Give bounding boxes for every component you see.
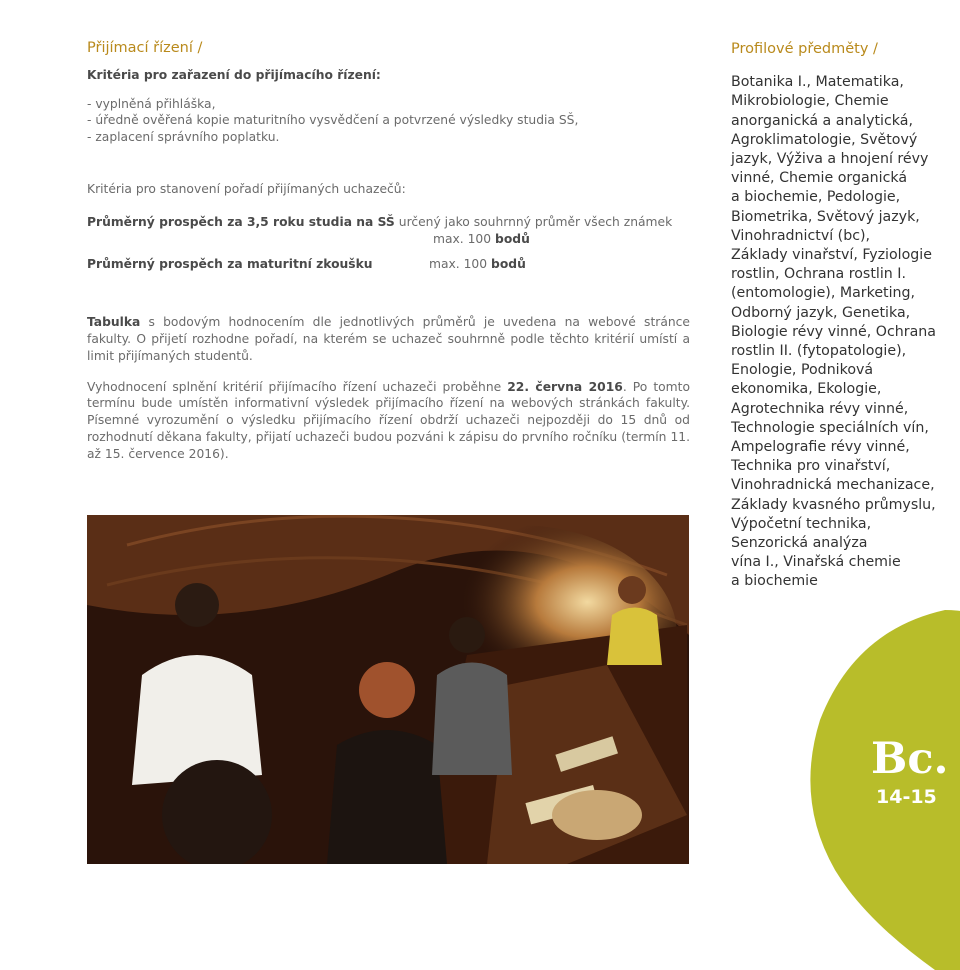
para1-text: s bodovým hodnocením dle jednotlivých průměrů je uvedena na webové stránce fakulty. O přijetí rozhodne pořadí, na kterém se uchazeč souhrnně podle těchto kritérií umístí a limit přijímaných studentů. — [87, 315, 690, 363]
score2-max-unit: bodů — [491, 257, 526, 272]
subject-line: Vinohradnictví (bc), — [731, 227, 871, 244]
admission-title: Přijímací řízení / — [87, 40, 203, 56]
info-paragraph-evaluation — [87, 379, 690, 463]
ranking-heading: Kritéria pro stanovení pořadí přijímaných uchazečů: — [87, 181, 406, 196]
subject-line: Odborný jazyk, Genetika, — [731, 304, 911, 321]
subject-line: Základy kvasného průmyslu, — [731, 496, 936, 513]
subject-line: rostlin, Ochrana rostlin I. — [731, 266, 906, 283]
score2-max-value: max. 100 — [429, 257, 488, 272]
info-paragraph-table — [87, 314, 690, 364]
wine-cellar-photo — [87, 515, 689, 864]
criteria-heading: Kritéria pro zařazení do přijímacího řízení: — [87, 67, 381, 82]
subject-line: Biologie révy vinné, Ochrana — [731, 323, 936, 340]
subject-line: a biochemie — [731, 573, 818, 590]
subject-line: jazyk, Výživa a hnojení révy — [731, 151, 929, 168]
subjects-column — [731, 40, 960, 592]
subject-line: rostlin II. (fytopatologie), — [731, 343, 907, 360]
subject-line: Technika pro vinařství, — [731, 458, 891, 475]
admission-column — [87, 40, 690, 477]
score-row-exam — [87, 256, 690, 273]
subject-line: Základy vinařství, Fyziologie — [731, 247, 932, 264]
subject-line: Vinohradnická mechanizace, — [731, 477, 935, 494]
score1-max — [433, 231, 690, 248]
criteria-list — [87, 96, 690, 146]
subject-line: Agrotechnika révy vinné, — [731, 400, 909, 417]
subject-line: Biometrika, Světový jazyk, — [731, 208, 920, 225]
score2-max — [429, 256, 526, 273]
criteria-item: - zaplacení správního poplatku. — [87, 130, 280, 145]
degree-badge-title: Bc. — [871, 734, 949, 784]
subject-line: vinné, Chemie organická — [731, 170, 908, 187]
score-row-study — [87, 214, 690, 231]
para1-bold: Tabulka — [87, 315, 141, 330]
subject-line: vína I., Vinařská chemie — [731, 554, 901, 571]
photo-illustration — [87, 515, 689, 864]
subject-line: Ampelografie révy vinné, — [731, 439, 910, 456]
para2-text: . Po tomto termínu bude umístěn informativní výsledek přijímacího řízení na webových stránkách fakulty. Písemné vyrozumění o výsledku přijímacího řízení obdrží uchazeči nejpozději do 15 dnů od rozhodnutí děkana fakulty, přijatí uchazeči budou pozváni k zápisu do prvního ročníku (termín 11. až 15. července 2016). — [87, 379, 691, 461]
subject-line: anorganická a analytická, — [731, 112, 913, 129]
score1-max-unit: bodů — [495, 231, 530, 246]
subject-line: Senzorická analýza — [731, 535, 868, 552]
subject-line: ekonomika, Ekologie, — [731, 381, 882, 398]
subject-line: a biochemie, Pedologie, — [731, 189, 901, 206]
score2-label: Průměrný prospěch za maturitní zkoušku — [87, 257, 373, 272]
criteria-item: - vyplněná přihláška, — [87, 96, 216, 111]
subjects-title: Profilové předměty / — [731, 41, 878, 57]
subject-line: Agroklimatologie, Světový — [731, 131, 918, 148]
subjects-list — [731, 73, 960, 591]
subject-line: Mikrobiologie, Chemie — [731, 93, 889, 110]
score1-desc: určený jako souhrnný průměr všech známek — [398, 214, 673, 229]
criteria-item: - úředně ověřená kopie maturitního vysvědčení a potvrzené výsledky studia SŠ, — [87, 113, 579, 128]
para2-date: 22. června 2016 — [507, 379, 623, 394]
degree-badge-range: 14-15 — [876, 786, 937, 808]
score1-max-value: max. 100 — [433, 231, 492, 246]
para2-start: Vyhodnocení splnění kritérií přijímacího řízení uchazeči proběhne — [87, 379, 508, 394]
subject-line: Botanika I., Matematika, — [731, 74, 904, 91]
subject-line: Technologie speciálních vín, — [731, 419, 929, 436]
subject-line: Výpočetní technika, — [731, 515, 872, 532]
subject-line: (entomologie), Marketing, — [731, 285, 916, 302]
score1-label: Průměrný prospěch za 3,5 roku studia na SŠ — [87, 214, 395, 229]
subject-line: Enologie, Podniková — [731, 362, 874, 379]
